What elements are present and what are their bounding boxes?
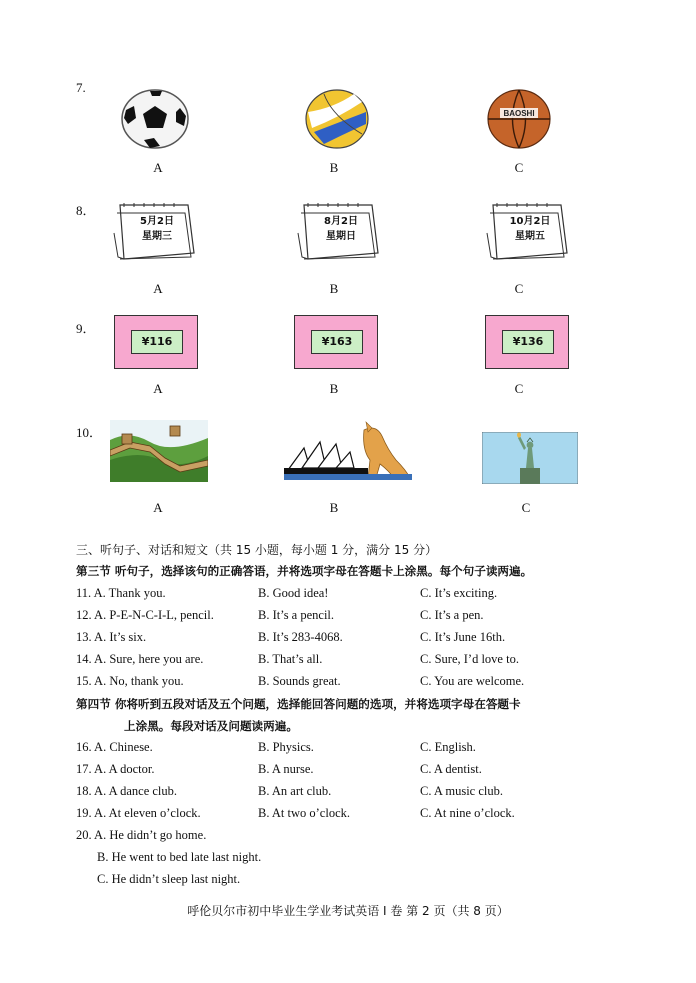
question-19-option-b: B. At two o’clock. <box>258 806 351 820</box>
price-label: ¥163 <box>311 330 363 354</box>
option-label-a: A <box>153 160 163 175</box>
option-label-c: C <box>514 160 524 175</box>
sydney-opera-house-kangaroo-image <box>284 420 412 482</box>
question-12-option-a: 12. A. P-E-N-C-I-L, pencil. <box>76 608 214 622</box>
price-tag-c <box>485 315 569 369</box>
option-label-c: C <box>514 281 524 296</box>
calendar-c <box>485 203 569 261</box>
section-3-header: 三、听句子、对话和短文（共 15 小题，每小题 1 分，满分 15 分） <box>76 543 438 557</box>
calendar-b <box>296 203 380 261</box>
option-label-b: B <box>329 281 339 296</box>
basketball-brand-label: BAOSHI <box>503 109 535 118</box>
question-16-option-b: B. Physics. <box>258 740 314 754</box>
question-14-option-a: 14. A. Sure, here you are. <box>76 652 204 666</box>
question-18-option-a: 18. A. A dance club. <box>76 784 178 798</box>
question-12-option-b: B. It’s a pencil. <box>258 608 335 622</box>
question-18-option-c: C. A music club. <box>420 784 503 798</box>
question-13-option-b: B. It’s 283-4068. <box>258 630 343 644</box>
question-11-option-c: C. It’s exciting. <box>420 586 498 600</box>
question-11-option-a: 11. A. Thank you. <box>76 586 166 600</box>
question-14-option-c: C. Sure, I’d love to. <box>420 652 519 666</box>
option-label-a: A <box>153 500 163 515</box>
calendar-weekday: 星期日 <box>326 231 356 242</box>
soccer-ball-image <box>120 88 190 150</box>
page-footer: 呼伦贝尔市初中毕业生学业考试英语 I 卷 第 2 页（共 8 页） <box>187 904 509 918</box>
great-wall-image <box>110 420 208 482</box>
question-14-option-b: B. That’s all. <box>258 652 323 666</box>
question-17-option-c: C. A dentist. <box>420 762 482 776</box>
question-18-option-b: B. An art club. <box>258 784 332 798</box>
calendar-date: 10月2日 <box>509 216 551 227</box>
question-11-option-b: B. Good idea! <box>258 586 329 600</box>
calendar-weekday: 星期五 <box>515 231 545 242</box>
question-15-option-b: B. Sounds great. <box>258 674 341 688</box>
option-label-a: A <box>153 281 163 296</box>
question-17-option-b: B. A nurse. <box>258 762 314 776</box>
question-16-option-a: 16. A. Chinese. <box>76 740 153 754</box>
volleyball-image <box>304 88 370 150</box>
option-label-a: A <box>153 381 163 396</box>
price-label: ¥136 <box>502 330 554 354</box>
option-label-b: B <box>329 160 339 175</box>
question-19-option-a: 19. A. At eleven o’clock. <box>76 806 201 820</box>
part-4-instruction-line-1: 第四节 你将听到五段对话及五个问题，选择能回答问题的选项，并将选项字母在答题卡 <box>76 697 521 711</box>
price-label: ¥116 <box>131 330 183 354</box>
statue-of-liberty-image <box>482 432 578 484</box>
option-label-b: B <box>329 381 339 396</box>
question-13-option-a: 13. A. It’s six. <box>76 630 147 644</box>
calendar-date: 8月2日 <box>324 216 358 227</box>
question-17-option-a: 17. A. A doctor. <box>76 762 155 776</box>
price-tag-b <box>294 315 378 369</box>
question-16-option-c: C. English. <box>420 740 476 754</box>
question-15-option-a: 15. A. No, thank you. <box>76 674 184 688</box>
part-3-instruction: 第三节 听句子，选择该句的正确答语，并将选项字母在答题卡上涂黑。每个句子读两遍。 <box>76 564 533 578</box>
option-label-c: C <box>514 381 524 396</box>
question-20-option-b: B. He went to bed late last night. <box>97 850 262 864</box>
question-15-option-c: C. You are welcome. <box>420 674 525 688</box>
option-label-c: C <box>521 500 531 515</box>
part-4-instruction-line-2: 上涂黑。每段对话及问题读两遍。 <box>124 719 298 733</box>
calendar-a <box>112 203 196 261</box>
question-20-option-c: C. He didn’t sleep last night. <box>97 872 241 886</box>
price-tag-a <box>114 315 198 369</box>
question-20-option-a: 20. A. He didn’t go home. <box>76 828 207 842</box>
question-19-option-c: C. At nine o’clock. <box>420 806 515 820</box>
basketball-image <box>486 88 552 150</box>
question-12-option-c: C. It’s a pen. <box>420 608 484 622</box>
question-7-number: 7. <box>76 80 86 95</box>
question-10-number: 10． <box>76 425 103 440</box>
calendar-date: 5月2日 <box>140 216 174 227</box>
question-8-number: 8． <box>76 203 96 218</box>
question-9-number: 9． <box>76 321 96 336</box>
option-label-b: B <box>329 500 339 515</box>
question-13-option-c: C. It’s June 16th. <box>420 630 506 644</box>
calendar-weekday: 星期三 <box>142 231 172 242</box>
